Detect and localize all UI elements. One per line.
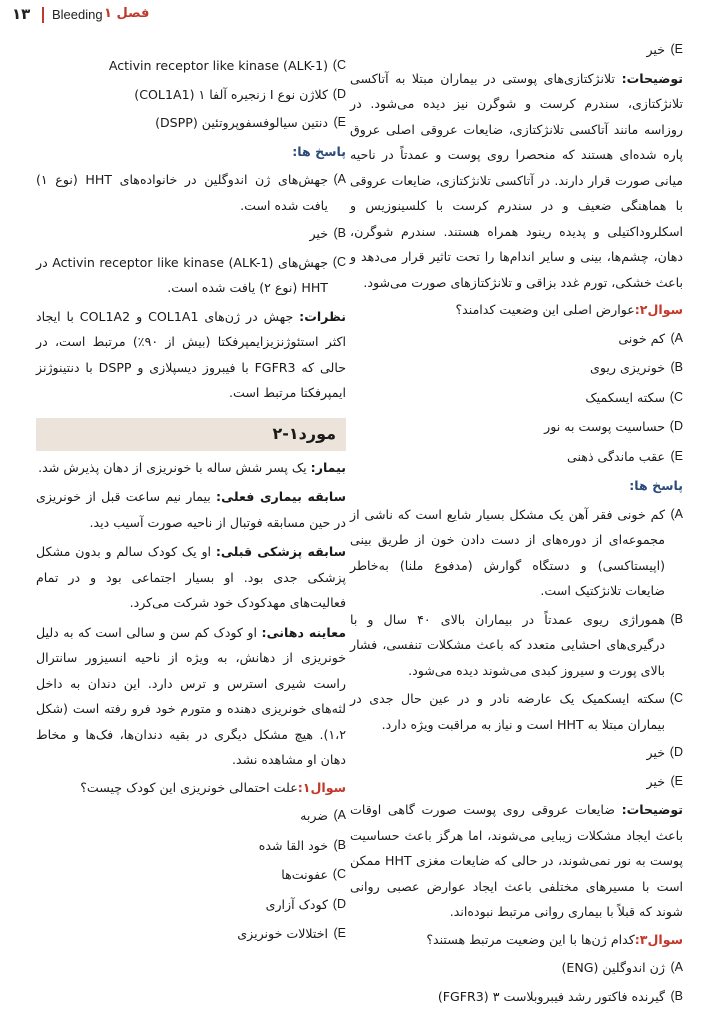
explanation-label: توضیحات: bbox=[621, 802, 683, 817]
option-letter: C) bbox=[332, 58, 346, 72]
option-text: ضربه bbox=[300, 808, 328, 823]
option-item bbox=[350, 385, 683, 411]
option-text: گیرنده فاکتور رشد فیبروبلاست ۳ (FGFR3) bbox=[437, 988, 665, 1004]
option-text: خیر bbox=[646, 745, 665, 760]
question-2 bbox=[350, 297, 683, 323]
option-item bbox=[36, 250, 346, 301]
option-item bbox=[350, 326, 683, 352]
option-text: عقب ماندگی ذهنی bbox=[567, 448, 665, 464]
option-letter: A) bbox=[670, 506, 683, 521]
case-title: مورد۱-۲ bbox=[272, 423, 336, 443]
option-item bbox=[36, 921, 346, 947]
option-letter: C) bbox=[332, 867, 346, 881]
option-item bbox=[36, 862, 346, 888]
explanation-paragraph-2 bbox=[350, 797, 683, 925]
question-1-options bbox=[36, 803, 346, 947]
question-3-options-continued bbox=[36, 53, 346, 136]
option-text: کلاژن نوع I زنجیره آلفا ۱ (COL1A1) bbox=[134, 86, 328, 102]
option-item bbox=[350, 355, 683, 381]
option-letter: B) bbox=[670, 360, 683, 374]
page-number: ۱۳ bbox=[12, 5, 31, 23]
option-item bbox=[350, 444, 683, 470]
option-item bbox=[36, 167, 346, 218]
option-text: حساسیت پوست به نور bbox=[544, 419, 665, 434]
oral-exam-paragraph bbox=[36, 620, 346, 773]
explanation-paragraph bbox=[350, 66, 683, 296]
case-title-bar bbox=[36, 418, 346, 451]
question-label: سوال۳: bbox=[634, 931, 683, 947]
option-text: اختلالات خونریزی bbox=[237, 926, 328, 941]
option-letter: C) bbox=[332, 254, 346, 269]
option-letter: B) bbox=[333, 226, 346, 240]
option-item bbox=[36, 110, 346, 136]
option-letter: E) bbox=[333, 115, 346, 129]
option-item bbox=[36, 833, 346, 859]
option-text: خیر bbox=[309, 226, 328, 241]
past-history-paragraph bbox=[36, 539, 346, 616]
option-item bbox=[350, 607, 683, 684]
past-history-label: سابقه پزشکی قبلی: bbox=[215, 544, 346, 559]
question-text: کدام ژن‌ها با این وضعیت مرتبط هستند؟ bbox=[426, 931, 635, 947]
option-item bbox=[36, 53, 346, 79]
past-history-text: او یک کودک سالم و بدون مشکل پزشکی جدی بود. او بسیار اجتماعی بود و در تمام فعالیت‌های مهدکودک خود شرکت می‌کرد. bbox=[36, 544, 346, 610]
option-item bbox=[350, 686, 683, 737]
option-letter: C) bbox=[669, 389, 683, 404]
option-item bbox=[350, 984, 683, 1010]
explanation-text: ضایعات عروقی روی پوست صورت گاهی اوقات باعث ایجاد مشکلات زیبایی می‌شوند، اما هرگز باعث حساسیت پوست به نور نمی‌شوند، در حالی که ضایعات مغزی HHT ممکن است با مسیرهای مختلفی باعث ایجاد عوارض عصبی روانی شوند که قبلاً با بیماری روانی مرتبط نبوده‌اند. bbox=[350, 802, 683, 919]
option-text: سکته ایسکمیک bbox=[585, 389, 665, 405]
option-text: Activin receptor like kinase (ALK-1) bbox=[108, 58, 328, 73]
option-text: کودک آزاری bbox=[265, 896, 328, 912]
question-3-options bbox=[350, 955, 683, 1009]
option-letter: A) bbox=[670, 960, 683, 974]
patient-paragraph bbox=[36, 455, 346, 481]
explanation-text: تلانژکتازی‌های پوستی در بیماران مبتلا به آتاکسی تلانژکتازی، سندرم کرست و شوگرن نیز دیده می‌شود. در روزاسه مانند آتاکسی تلانژکتازی، ضایعات عروقی اصلی عروق پاره شده‌ای هستند که منحصرا روی پوست و عمدتاً در ناحیه میانی صورت قرار دارند. در آتاکسی تلانژکتازی، ضایعات عروقی با هماهنگی ضعیف و در سندرم کرست با کلسینوزیس و اسکلروداکتیلی و پدیده رینود همراه هستند. سندرم شوگرن، دهان، چشم‌ها، بینی و سایر اندام‌ها را تحت تاثیر قرار می‌دهد و باعث خشکی، تورم غدد بزاقی و تلانژکتازهای صورت می‌شود. bbox=[350, 70, 683, 290]
option-letter: E) bbox=[670, 773, 683, 788]
option-letter: E) bbox=[670, 42, 683, 56]
option-text: خیر bbox=[646, 773, 665, 789]
option-item bbox=[350, 769, 683, 795]
option-letter: D) bbox=[332, 896, 346, 911]
page-header bbox=[8, 4, 683, 26]
notes-paragraph bbox=[36, 304, 346, 406]
option-text: خود القا شده bbox=[258, 837, 328, 853]
option-letter: B) bbox=[670, 988, 683, 1003]
current-history-label: سابقه بیماری فعلی: bbox=[216, 489, 346, 504]
explanation-label: توضیحات: bbox=[621, 70, 683, 86]
option-letter: B) bbox=[670, 611, 683, 626]
option-letter: C) bbox=[669, 691, 683, 705]
oral-exam-label: معاینه دهانی: bbox=[261, 624, 346, 640]
option-text: کم خونی bbox=[618, 330, 665, 346]
option-text: عفونت‌ها bbox=[281, 867, 328, 882]
answers-list bbox=[36, 167, 346, 301]
option-item bbox=[36, 82, 346, 108]
notes-text: جهش در ژن‌های COL1A1 و COL1A2 با ایجاد اکثر استئوژنزیزایمپرفکتا (بیش از ۹۰٪) مرتبط است، در حالی که FGFR3 با فیبروز دیسپلازی و DSPP با دنتینوژنز ایمپرفکتا مرتبط است. bbox=[36, 308, 346, 400]
header-brand: Bleeding bbox=[52, 7, 103, 22]
option-text: جهش‌های Activin receptor like kinase (ALK-1) در HHT (نوع ۲) یافت شده است. bbox=[36, 254, 328, 295]
option-item bbox=[350, 955, 683, 981]
option-text: سکته ایسکمیک یک عارضه نادر و در عین حال جدی در بیماران مبتلا به HHT است و نیاز به مراقبت ویژه دارد. bbox=[350, 691, 665, 732]
option-letter: E) bbox=[333, 926, 346, 940]
option-letter: A) bbox=[333, 808, 346, 822]
option-letter: D) bbox=[332, 86, 346, 101]
header-divider bbox=[42, 7, 44, 23]
question-label: سوال۱: bbox=[297, 779, 346, 795]
question-2-options bbox=[350, 326, 683, 470]
option-item bbox=[36, 803, 346, 829]
chapter-label: فصل ۱ bbox=[104, 6, 150, 21]
notes-label: نظرات: bbox=[299, 308, 347, 324]
answers-heading: پاسخ ها: bbox=[292, 143, 346, 159]
question-3 bbox=[350, 927, 683, 953]
question-text: عوارض اصلی این وضعیت کدامند؟ bbox=[455, 302, 635, 317]
question-text: علت احتمالی خونریزی این کودک چیست؟ bbox=[80, 779, 298, 795]
option-text: جهش‌های ژن اندوگلین در خانواده‌های HHT (نوع ۱) یافت شده است. bbox=[36, 172, 328, 213]
patient-text: یک پسر شش ساله با خونریزی از دهان پذیرش شد. bbox=[38, 459, 311, 475]
option-item bbox=[350, 414, 683, 440]
option-text: خونریزی ریوی bbox=[589, 360, 665, 375]
option-item bbox=[36, 892, 346, 918]
current-history-paragraph bbox=[36, 484, 346, 535]
option-item bbox=[350, 740, 683, 766]
oral-exam-text: او کودک کم سن و سالی است که به دلیل خونریزی از دهانش، به ویژه از ناحیه انسیزور سانترال راست شیری استرس و ترس دارد. این دندان به داخل لثه‌های خونریزی دهنده و متورم خود فرو رفته است (شکل ۱،۲). هیچ مشکل دیگری در بقیه دندان‌ها، فک‌ها و مخاط دهان او مشاهده نشد. bbox=[36, 624, 346, 767]
option-text: دنتین سیالوفسفوپروتئین (DSPP) bbox=[155, 115, 328, 130]
left-column bbox=[36, 50, 346, 951]
option-text: کم خونی فقر آهن یک مشکل بسیار شایع است که ناشی از مجموعه‌ای از دوره‌های از دست دادن خون از طریق بینی (اپیستاکسی) و دستگاه گوارش (مدفوع ملنا) به‌خاطر ضایعات تلانژکتیک است. bbox=[350, 506, 665, 598]
question-1 bbox=[36, 775, 346, 801]
option-letter: D) bbox=[669, 419, 683, 433]
option-text: ژن اندوگلین (ENG) bbox=[561, 960, 665, 975]
question-label: سوال۲: bbox=[634, 302, 683, 317]
patient-label: بیمار: bbox=[310, 459, 346, 475]
option-text: هموراژی ریوی عمدتاً در بیماران بالای ۴۰ سال و با درگیری‌های احشایی متعدد که باعث مشکلات تنفسی، فشار بالای پورت و سیروز کبدی می‌شوند دیده می‌شود. bbox=[350, 611, 665, 678]
option-item bbox=[350, 37, 683, 63]
option-item bbox=[36, 221, 346, 247]
option-letter: D) bbox=[669, 745, 683, 759]
option-letter: E) bbox=[670, 448, 683, 463]
option-item bbox=[350, 502, 683, 604]
option-letter: A) bbox=[670, 330, 683, 345]
option-letter: A) bbox=[333, 172, 346, 186]
option-letter: B) bbox=[333, 837, 346, 852]
answers-list bbox=[350, 502, 683, 795]
current-history-text: بیمار نیم ساعت قبل از خونریزی در حین مسابقه فوتبال از ناحیه صورت آسیب دید. bbox=[36, 489, 346, 530]
answers-heading: پاسخ ها: bbox=[629, 478, 683, 493]
right-column bbox=[350, 34, 683, 1012]
option-text: خیر bbox=[646, 42, 665, 57]
